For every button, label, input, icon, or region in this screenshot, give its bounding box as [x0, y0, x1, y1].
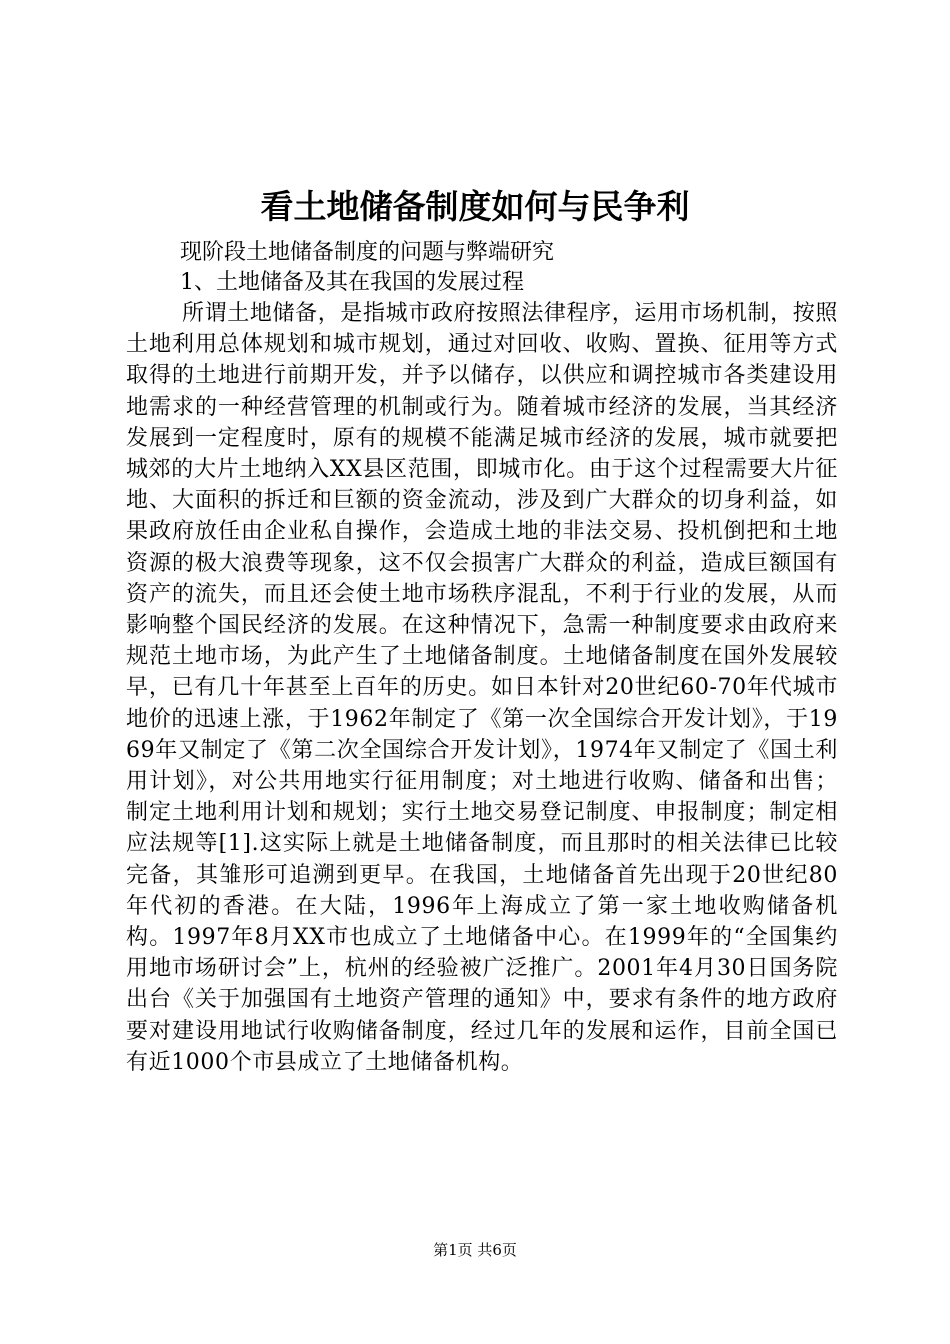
- page-footer: 第1页 共6页: [433, 1241, 517, 1259]
- section-heading: 1、土地储备及其在我国的发展过程: [180, 270, 524, 295]
- body-paragraph: 所谓土地储备，是指城市政府按照法律程序，运用市场机制，按照土地利用总体规划和城市规划，通过对回收、收购、置换、征用等方式取得的土地进行前期开发，并予以储存，以供应和调控城市各类建设用地需求的一种经营管理的机制或行为。随着城市经济的发展，当其经济发展到一定程度时，原有的规模不能满足城市经济的发展，城市就要把城郊的大片土地纳入XX县区范围，即城市化。由于这个过程需要大片征地、大面积的拆迁和巨额的资金流动，涉及到广大群众的切身利益，如果政府放任由企业私自操作，会造成土地的非法交易、投机倒把和土地资源的极大浪费等现象，这不仅会损害广大群众的利益，造成巨额国有资产的流失，而且还会使土地市场秩序混乱，不利于行业的发展，从而影响整个国民经济的发展。在这种情况下，急需一种制度要求由政府来规范土地市场，为此产生了土地储备制度。土地储备制度在国外发展较早，已有几十年甚至上百年的历史。如日本针对20世纪60-70年代城市地价的迅速上涨，于1962年制定了《第一次全国综合开发计划》，于1969年又制定了《第二次全国综合开发计划》，1974年又制定了《国土利用计划》，对公共用地实行征用制度；对土地进行收购、储备和出售；制定土地利用计划和规划；实行土地交易登记制度、申报制度；制定相应法规等[1].这实际上就是土地储备制度，而且那时的相关法律已比较完备，其雏形可追溯到更早。在我国，土地储备首先出现于20世纪80年代初的香港。在大陆，1996年上海成立了第一家土地收购储备机构。1997年8月XX市也成立了土地储备中心。在1999年的“全国集约用地市场研讨会”上，杭州的经验被广泛推广。2001年4月30日国务院出台《关于加强国有土地资产管理的通知》中，要求有条件的地方政府要对建设用地试行收购储备制度，经过几年的发展和运作，目前全国已有近1000个市县成立了土地储备机构。: [126, 301, 838, 1075]
- subtitle-problems: 现阶段土地储备制度的问题与弊端研究: [180, 240, 555, 265]
- document-title: 看土地储备制度如何与民争利: [260, 187, 690, 226]
